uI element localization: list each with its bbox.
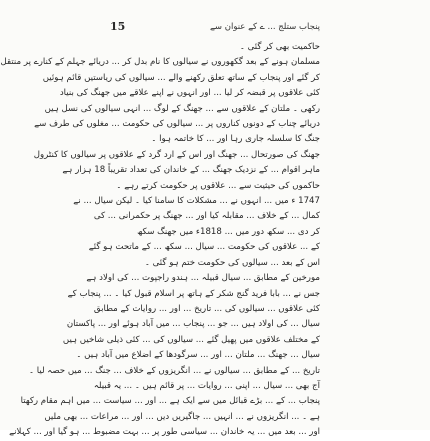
- page-header: [110, 18, 320, 34]
- page-number: 15: [110, 19, 126, 33]
- text-line: مسلمان ہونے کے بعد گکھوروں نے سیالوں کا نام بدل کر ... دریائے جہلم کے کنارے پر منتقل: [0, 57, 320, 68]
- text-line: مورخین کے مطابق ... سیال قبیلہ ... ہندو راجپوت ... کی اولاد ہے: [86, 273, 320, 284]
- text-line: تاریخ ... کے مطابق ... سیالوں نے ... انگریزوں کے خلاف ... جنگ ... میں حصہ لیا ۔: [28, 365, 320, 376]
- text-line: کئی علاقوں ... سیالوں کی ... تاریخ ... اور ... روایات کے مطابق: [93, 303, 320, 314]
- text-line: حاکموں کی حیثیت سے ... علاقوں پر حکومت کرتے رہے ۔: [116, 180, 320, 191]
- text-line: ماہر اقوام ... کے نزدیک جھنگ ... کے خاندان کی تعداد تقریباً 18 ہزار ہے: [62, 165, 320, 176]
- running-title: پنجاب ستلج ... ے کے عنوان سے: [209, 21, 320, 32]
- text-line: کے مختلف علاقوں میں پھیل گئے ... سیالوں کی ... کئی ذیلی شاخیں ہیں: [62, 334, 320, 345]
- text-line: ہے ۔ ... انگریزوں نے ... انہیں ... جاگیریں دیں ... اور ... مراعات ... بھی ملیں: [44, 411, 320, 422]
- text-line: کمال ... کے خلاف ... مقابلہ کیا اور ... جھنگ پر حکمرانی ... کی: [93, 211, 320, 222]
- text-line: کے ... علاقوں کی حکومت ... سیال ... سکھ ... کے ماتحت ہو گئے: [88, 242, 320, 253]
- text-line: کر گئے اور پنجاب کے ساتھ تعلق رکھنے والے ... سیالوں کی ریاستیں قائم ہوئیں: [42, 72, 320, 83]
- body-text: [0, 40, 320, 438]
- text-line: سیال ... جھنگ ... ملتان ... اور ... سرگودھا کے اضلاع میں آباد ہیں ۔: [76, 350, 320, 361]
- text-line: کئی علاقوں پر قبضہ کر لیا ... اور انہوں نے اپنے علاقے میں جھنگ کی بنیاد: [59, 88, 320, 99]
- text-line: رکھی ۔ ملتان کے علاقوں سے ... جھنگ کے لوگ ... انہی سیالوں کی نسل ہیں: [44, 103, 320, 114]
- text-line: حاکمیت بھی کر گئی ۔: [239, 42, 320, 52]
- text-line: کر دی ... سکھ دور میں ... 1818ء میں جھنگ سکھ: [137, 226, 320, 237]
- text-line: دریائے چناب کے دونوں کناروں پر ... سیالوں کی حکومت ... مغلوں کی طرف سے: [34, 119, 320, 130]
- text-line: جس نے ... بابا فرید گنج شکر کے ہاتھ پر اسلام قبول کیا ۔ ... پنجاب کے: [67, 288, 320, 299]
- text-line: آج بھی ... سیال ... اپنی ... روایات ... پر قائم ہیں ۔ ... یہ قبیلہ: [93, 380, 320, 391]
- text-line: سیال ... کی اولاد ہیں ... جو ... پنجاب ... میں آباد ہوئے اور ... پاکستان: [66, 319, 320, 330]
- text-line: اور ... بعد میں ... یہ خاندان ... سیاسی طور پر ... بہت مضبوط ... ہو گیا اور ... کہلانے: [9, 427, 320, 438]
- text-line: پنجاب ... کے ... بڑے قبائل میں سے ایک ہے ... اور ... سیاست ... میں اہم مقام رکھتا: [20, 396, 320, 407]
- text-line: جنگ کا سلسلہ جاری رہا اور ... کا خاتمہ ہوا ۔: [151, 134, 320, 145]
- text-line: اس کے بعد ... سیالوں کی حکومت ختم ہو گئی ۔: [144, 257, 320, 268]
- text-line: 1747 ء میں ... انہوں نے ... مشکلات کا سامنا کیا ۔ لیکن سیال ... نے: [73, 196, 320, 207]
- text-line: جھنگ کی صورتحال ... جھنگ اور اس کے ارد گرد کے علاقوں پر سیالوں کا کنٹرول: [33, 149, 320, 160]
